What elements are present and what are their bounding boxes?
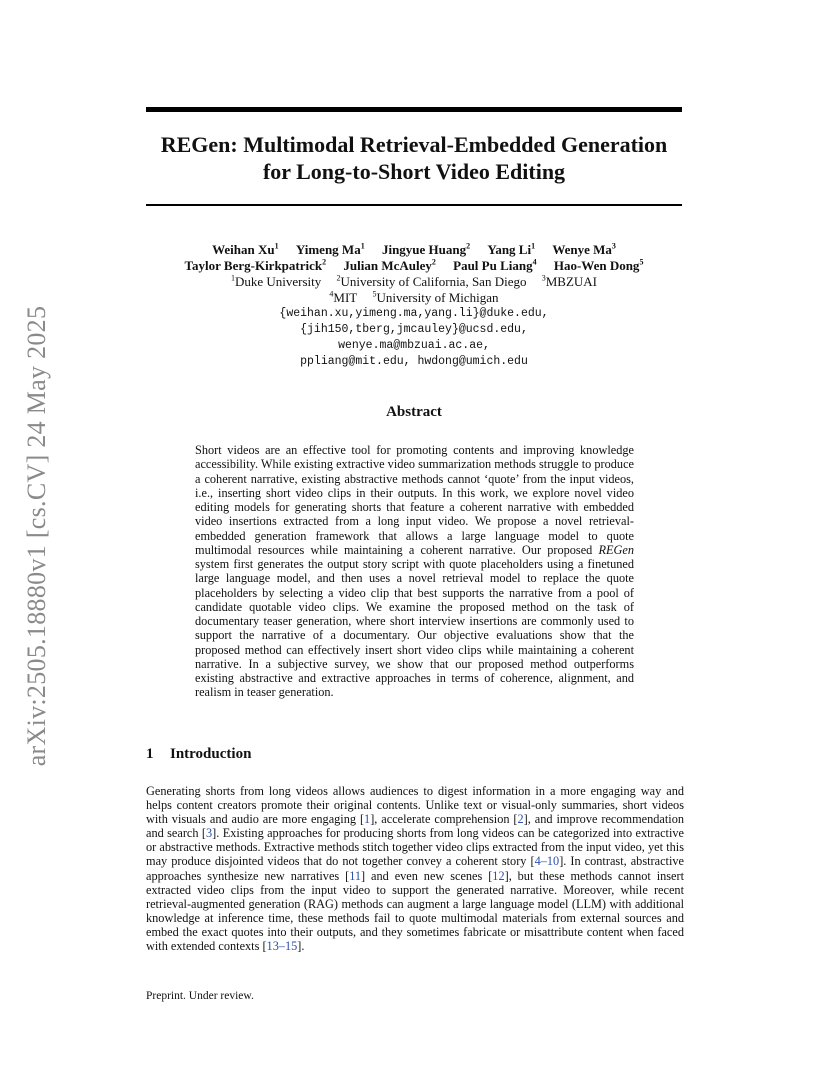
author-row-1 bbox=[120, 242, 708, 258]
author-name: Julian McAuley$^2$ bbox=[343, 257, 436, 273]
email-line: wenye.ma@mbzuai.ac.ae, bbox=[338, 339, 490, 352]
author-name: Yimeng Ma$^1$ bbox=[295, 241, 365, 257]
email-line: {weihan.xu,yimeng.ma,yang.li}@duke.edu, bbox=[279, 307, 549, 320]
citation-link[interactable]: 12 bbox=[492, 868, 505, 883]
author-name: Taylor Berg-Kirkpatrick$^2$ bbox=[184, 257, 327, 273]
preprint-footer: Preprint. Under review. bbox=[146, 990, 254, 1002]
affiliation: $^2$University of California, San Diego bbox=[336, 273, 527, 289]
system-name: REGen bbox=[598, 542, 634, 557]
abstract-heading: Abstract bbox=[386, 404, 442, 420]
paper-title bbox=[120, 131, 708, 185]
citation-link[interactable]: 1 bbox=[364, 812, 371, 827]
author-name: Wenye Ma$^3$ bbox=[552, 241, 616, 257]
affiliation-row-2 bbox=[120, 290, 708, 306]
arxiv-identifier-stamp: arXiv:2505.18880v1 [cs.CV] 24 May 2025 bbox=[22, 305, 51, 767]
author-block bbox=[120, 242, 708, 370]
title-line-1: REGen: Multimodal Retrieval-Embedded Generation bbox=[160, 132, 668, 157]
affiliation: $^4$MIT bbox=[329, 289, 358, 305]
title-bottom-rule bbox=[146, 204, 682, 206]
citation-link[interactable]: 4–10 bbox=[534, 854, 560, 869]
affiliation: $^5$University of Michigan bbox=[372, 289, 499, 305]
citation-link[interactable]: 13–15 bbox=[266, 939, 298, 954]
citation-link[interactable]: 2 bbox=[517, 812, 524, 827]
author-name: Paul Pu Liang$^4$ bbox=[453, 257, 537, 273]
introduction-paragraph: Generating shorts from long videos allows audiences to digest information in a more engaging way and helps content creators promote their original contents. Unlike text or visual-only summaries, short videos with visuals and audio are more engaging [1], accelerate comprehension [2], and improve recommendation and search [3]. Existing approaches for producing shorts from long videos can be categorized into extractive or abstractive methods. Extractive methods stitch together video clips extracted from the input video, yet this may produce disjointed videos that do not together convey a coherent story [4–10]. In contrast, abstractive approaches synthesize new narratives [11] and even new scenes [12], but these methods cannot insert extracted video clips from the input video to support the generated narrative. Moreover, while recent retrieval-augmented generation (RAG) methods can augment a large language model (LLM) with additional knowledge at inference time, these methods fail to quote multimodal materials from external sources and embed the exact quotes into their outputs, and they sometimes fabricate or misattribute content when faced with extended contexts [13–15]. bbox=[146, 784, 685, 954]
section-heading-introduction: 1 Introduction bbox=[146, 746, 252, 762]
author-name: Hao-Wen Dong$^5$ bbox=[553, 257, 644, 273]
affiliation: $^1$Duke University bbox=[230, 273, 322, 289]
title-line-2: for Long-to-Short Video Editing bbox=[262, 159, 566, 184]
citation-link[interactable]: 3 bbox=[206, 826, 213, 841]
abstract-body: Short videos are an effective tool for promoting contents and improving knowledge accessibility. While existing extractive video summarization methods struggle to produce a coherent narrative, existing abstractive methods cannot ‘quote’ from the input videos, i.e., inserting short video clips in their outputs. In this work, we explore novel video editing models for generating shorts that feature a coherent narrative with embedded video insertions extracted from a long input video. We propose a novel retrieval-embedded generation framework that allows a large language model to quote multimodal resources while maintaining a coherent narrative. Our proposed REGen system first generates the output story script with quote placeholders using a finetuned large language model, and then uses a novel retrieval model to replace the quote placeholders by selecting a video clip that best supports the narrative from a pool of candidate quotable video clips. We examine the proposed method on the task of documentary teaser generation, where short interview insertions are commonly used to support the narrative of a documentary. Our objective evaluations show that the proposed method can effectively insert short video clips while maintaining a coherent narrative. In a subjective survey, we show that our proposed method outperforms existing abstractive and extractive approaches in terms of coherence, alignment, and realism in teaser generation. bbox=[195, 443, 634, 700]
affiliation-row-1 bbox=[120, 274, 708, 290]
email-line: {jih150,tberg,jmcauley}@ucsd.edu, bbox=[300, 323, 528, 336]
title-top-rule bbox=[146, 107, 682, 112]
author-name: Weihan Xu$^1$ bbox=[212, 241, 279, 257]
email-line: ppliang@mit.edu, hwdong@umich.edu bbox=[300, 355, 528, 368]
author-row-2 bbox=[120, 258, 708, 274]
citation-link[interactable]: 11 bbox=[349, 868, 362, 883]
author-name: Jingyue Huang$^2$ bbox=[381, 241, 471, 257]
affiliation: $^3$MBZUAI bbox=[541, 273, 597, 289]
author-name: Yang Li$^1$ bbox=[487, 241, 536, 257]
